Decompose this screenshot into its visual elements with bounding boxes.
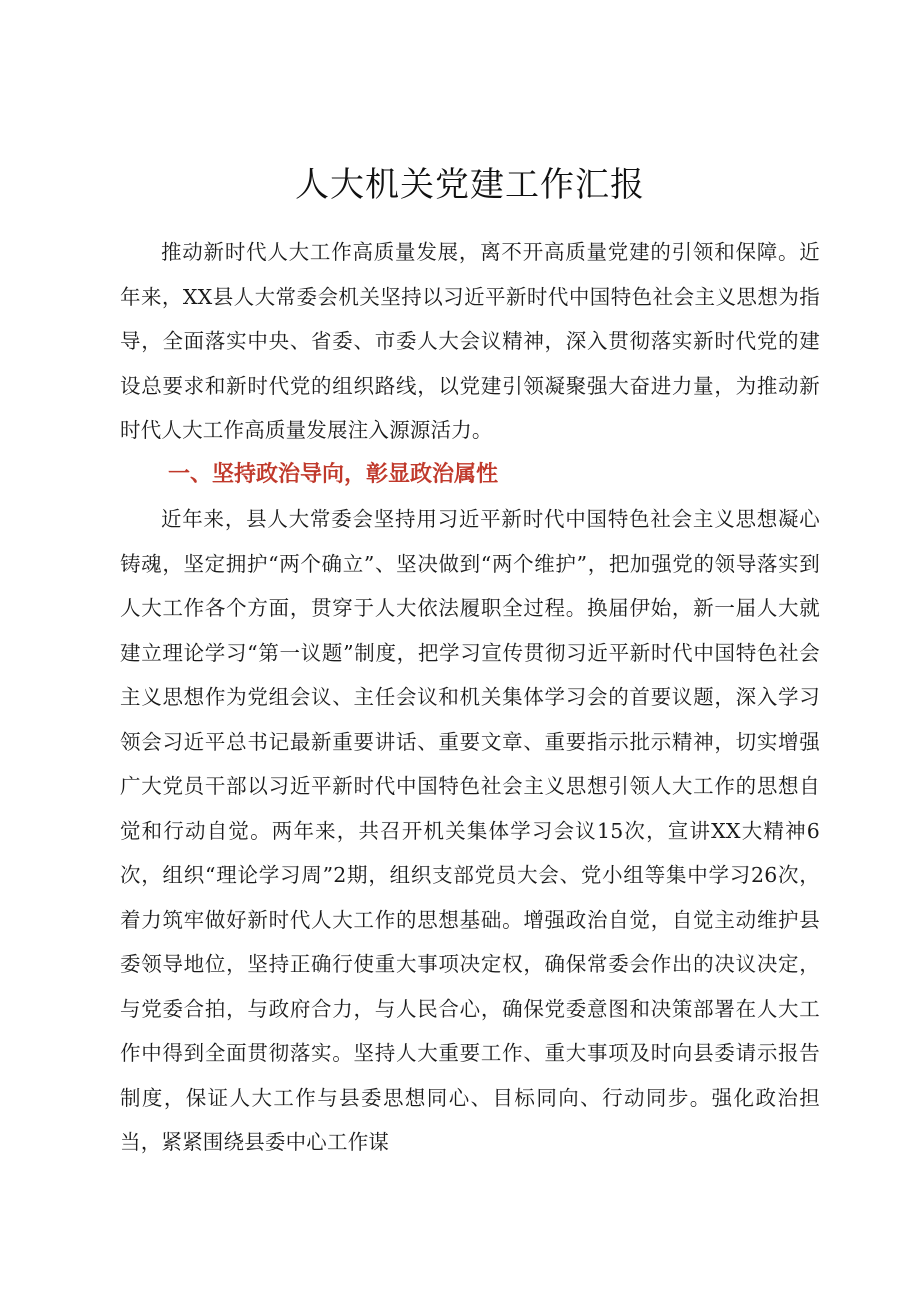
section-heading-1: 一、坚持政治导向，彰显政治属性 bbox=[168, 461, 499, 487]
document-title: 人大机关党建工作汇报 bbox=[295, 165, 645, 205]
section-1-body: 近年来，县人大常委会坚持用习近平新时代中国特色社会主义思想凝心铸魂，坚定拥护“两个确立”、坚决做到“两个维护”，把加强党的领导落实到人大工作各个方面，贯穿于人大依法履职全过程。换届伊始，新一届人大就建立理论学习“第一议题”制度，把学习宣传贯彻习近平新时代中国特色社会主义思想作为党组会议、主任会议和机关集体学习会的首要议题，深入学习领会习近平总书记最新重要讲话、重要文章、重要指示批示精神，切实增强广大党员干部以习近平新时代中国特色社会主义思想引领人大工作的思想自觉和行动自觉。两年来，共召开机关集体学习会议15次，宣讲XX大精神6次，组织“理论学习周”2期，组织支部党员大会、党小组等集中学习26次，着力筑牢做好新时代人大工作的思想基础。增强政治自觉，自觉主动维护县委领导地位，坚持正确行使重大事项决定权，确保常委会作出的决议决定，与党委合拍，与政府合力，与人民合心，确保党委意图和决策部署在人大工作中得到全面贯彻落实。坚持人大重要工作、重大事项及时向县委请示报告制度，保证人大工作与县委思想同心、目标同向、行动同步。强化政治担当，紧紧围绕县委中心工作谋 bbox=[120, 507, 820, 1154]
document-page bbox=[120, 150, 820, 1165]
intro-paragraph: 推动新时代人大工作高质量发展，离不开高质量党建的引领和保障。近年来，XX县人大常委会机关坚持以习近平新时代中国特色社会主义思想为指导，全面落实中央、省委、市委人大会议精神，深入贯彻落实新时代党的建设总要求和新时代党的组织路线，以党建引领凝聚强大奋进力量，为推动新时代人大工作高质量发展注入源源活力。 bbox=[120, 240, 820, 442]
